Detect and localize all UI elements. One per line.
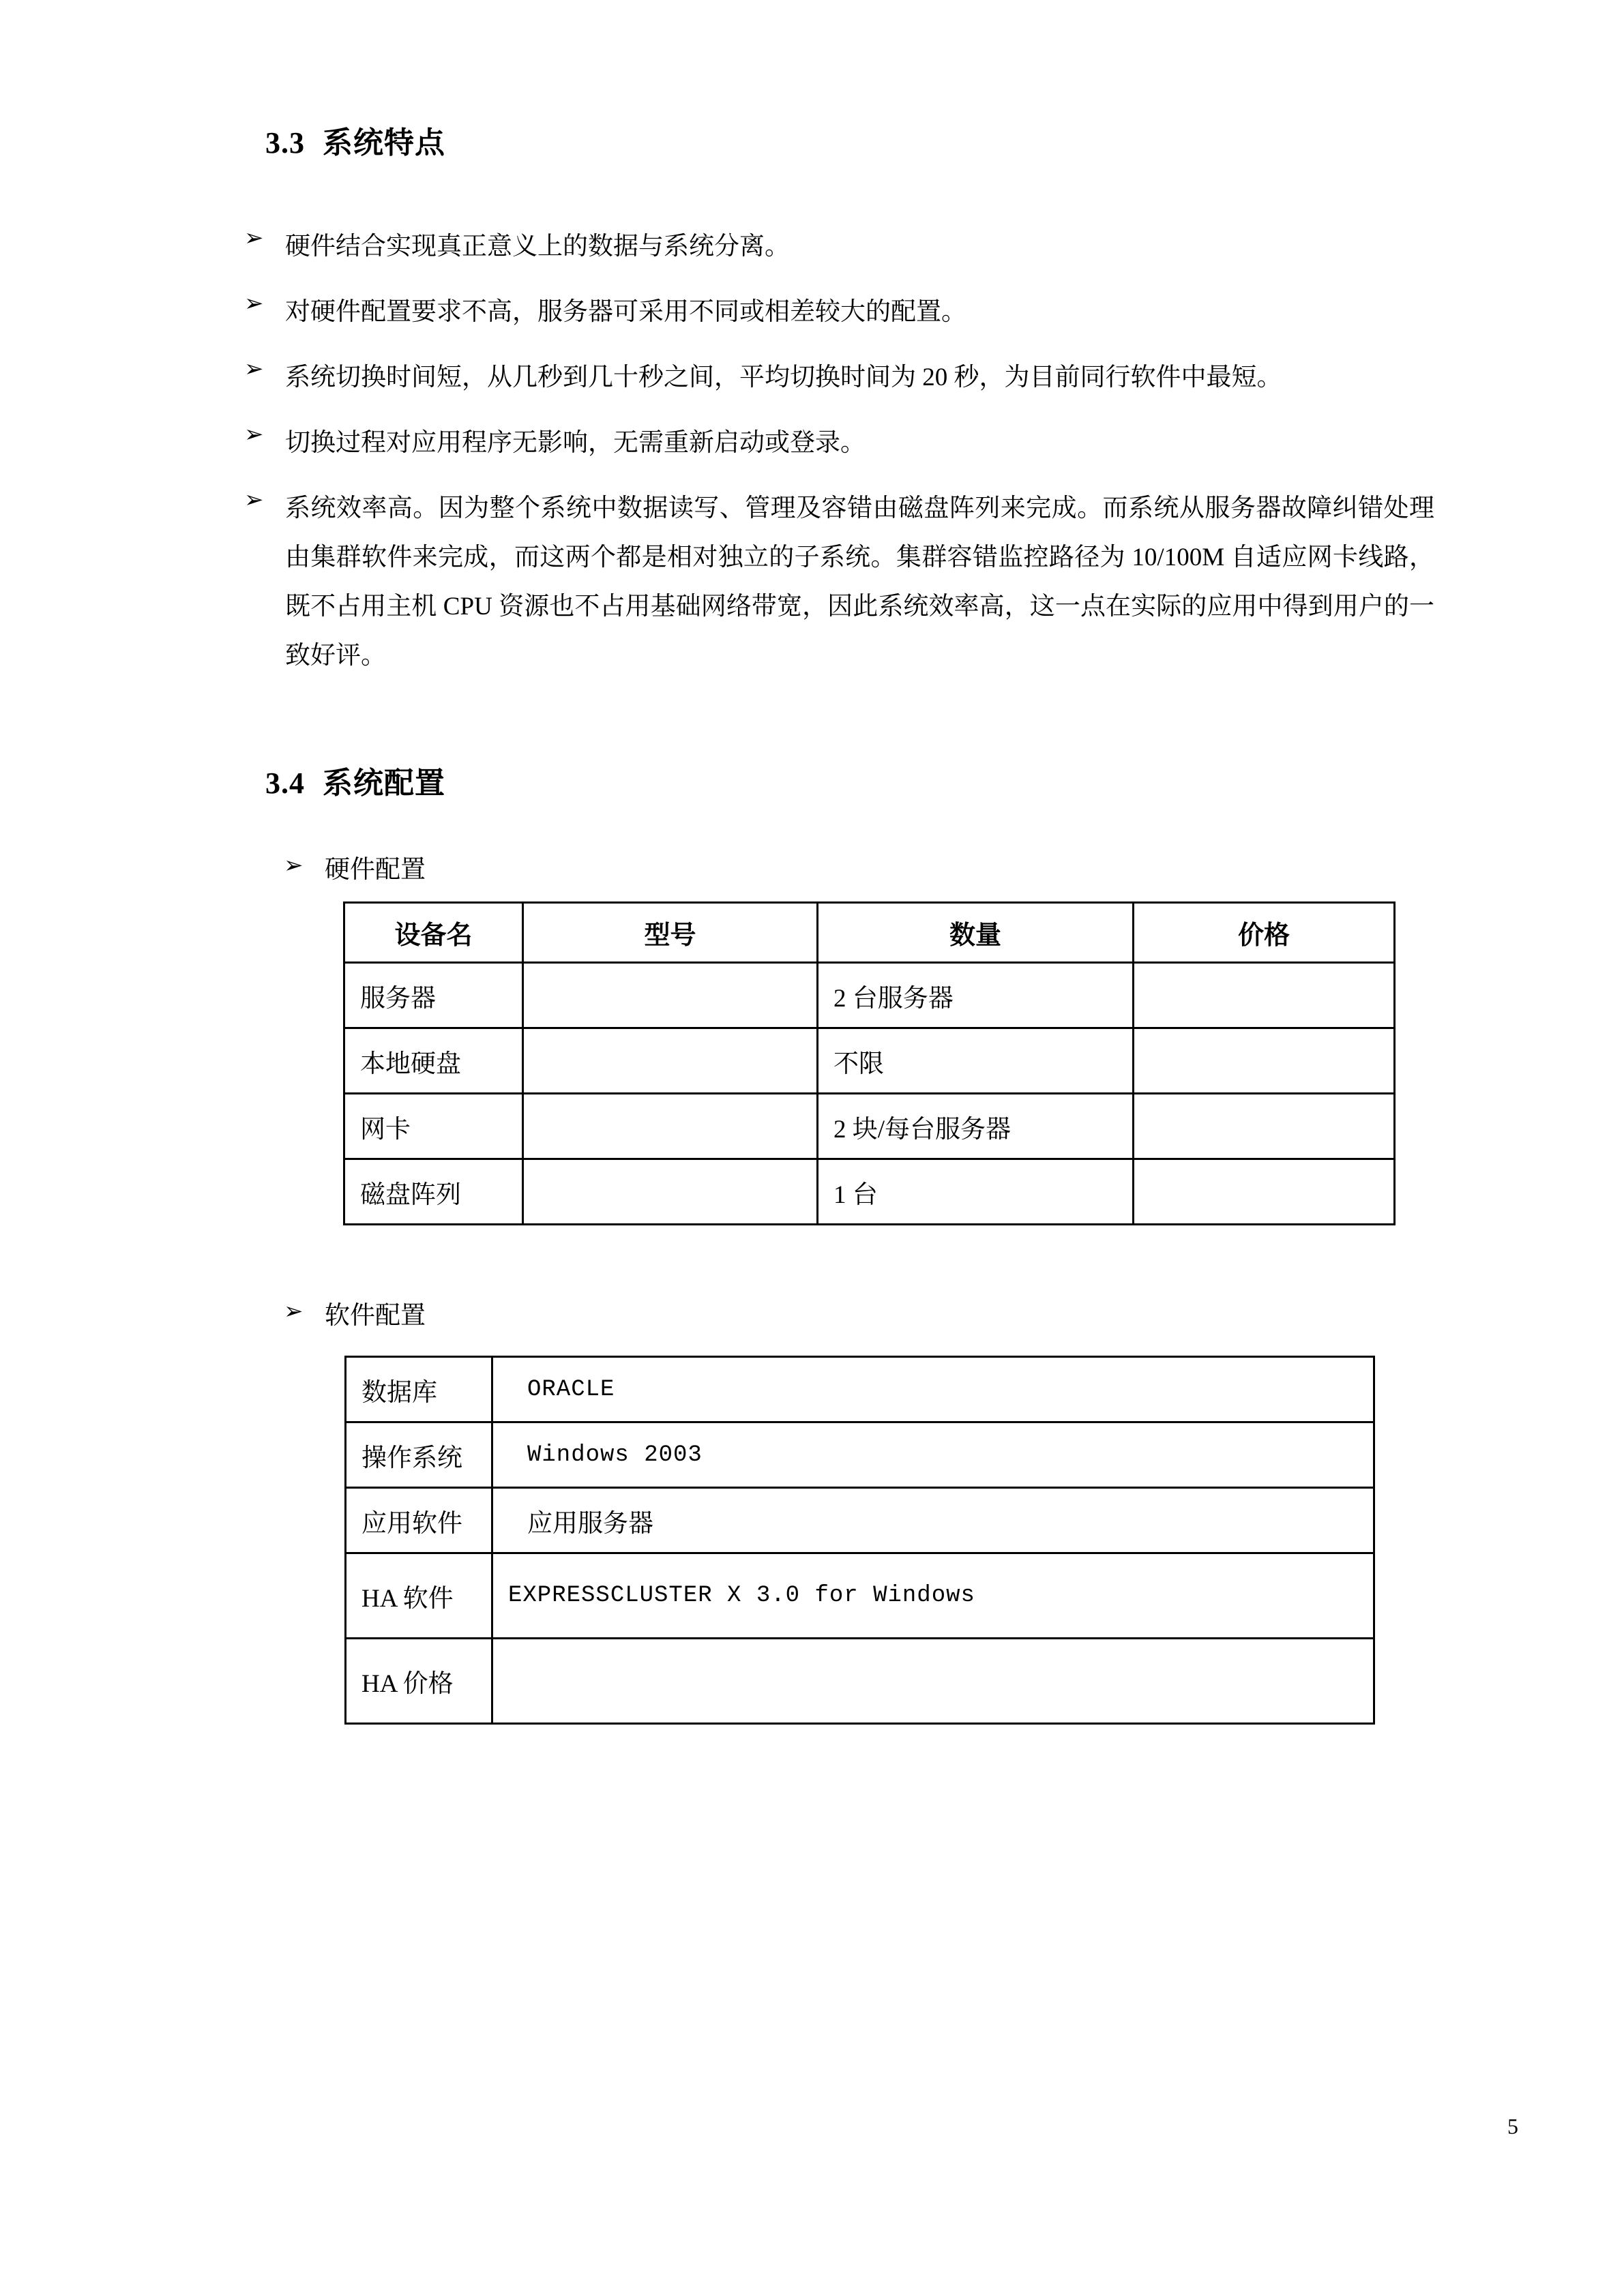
arrow-bullet-icon: ➢ — [244, 486, 264, 513]
list-item — [244, 484, 1434, 681]
table-row — [346, 1639, 1374, 1724]
cell-key-ha-software: HA 软件 — [346, 1553, 492, 1639]
column-header-device: 设备名 — [344, 903, 523, 963]
table-row — [344, 1094, 1395, 1159]
cell-value-ha-software: EXPRESSCLUSTER X 3.0 for Windows — [492, 1553, 1374, 1639]
cell-device: 网卡 — [344, 1094, 523, 1159]
arrow-bullet-icon: ➢ — [244, 421, 264, 448]
column-header-model: 型号 — [523, 903, 818, 963]
column-header-price: 价格 — [1134, 903, 1395, 963]
software-config-label: 软件配置 — [325, 1302, 426, 1330]
software-config-table — [344, 1356, 1375, 1725]
table-row — [344, 1028, 1395, 1094]
page-number: 5 — [1507, 2114, 1518, 2138]
table-row — [344, 963, 1395, 1028]
cell-model — [523, 1094, 818, 1159]
cell-device: 磁盘阵列 — [344, 1159, 523, 1225]
list-item-text: 系统效率高。因为整个系统中数据读写、管理及容错由磁盘阵列来完成。而系统从服务器故障纠错处理由集群软件来完成，而这两个都是相对独立的子系统。集群容错监控路径为 10/100M 自适应网卡线路，既不占用主机 CPU 资源也不占用基础网络带宽，因此系统效率高，这一点在实际的应用中得到用户的一致好评。 — [285, 494, 1434, 670]
cell-device: 本地硬盘 — [344, 1028, 523, 1094]
arrow-bullet-icon: ➢ — [244, 355, 264, 383]
cell-quantity: 2 台服务器 — [818, 963, 1134, 1028]
cell-value-os: Windows 2003 — [492, 1422, 1374, 1488]
list-item-text: 硬件结合实现真正意义上的数据与系统分离。 — [285, 233, 790, 260]
hardware-config-table — [343, 901, 1396, 1225]
section-number: 3.3 — [265, 126, 305, 160]
cell-key-app: 应用软件 — [346, 1488, 492, 1553]
list-item-text: 切换过程对应用程序无影响，无需重新启动或登录。 — [285, 429, 866, 457]
cell-quantity: 不限 — [818, 1028, 1134, 1094]
section-title: 系统特点 — [323, 126, 445, 160]
cell-key-database: 数据库 — [346, 1357, 492, 1422]
section-number: 3.4 — [265, 766, 305, 800]
hardware-config-label: 硬件配置 — [325, 856, 426, 884]
list-item-text: 对硬件配置要求不高，服务器可采用不同或相差较大的配置。 — [285, 298, 966, 326]
section-title: 系统配置 — [323, 766, 445, 800]
arrow-bullet-icon: ➢ — [284, 1298, 304, 1325]
table-row — [346, 1357, 1374, 1422]
cell-value-database: ORACLE — [492, 1357, 1374, 1422]
cell-key-os: 操作系统 — [346, 1422, 492, 1488]
list-item-text: 系统切换时间短，从几秒到几十秒之间，平均切换时间为 20 秒，为目前同行软件中最短。 — [285, 363, 1282, 391]
cell-quantity: 1 台 — [818, 1159, 1134, 1225]
section-heading-3-4 — [265, 758, 445, 802]
list-item — [244, 419, 1431, 468]
table-row — [346, 1488, 1374, 1553]
cell-model — [523, 1159, 818, 1225]
list-item — [244, 288, 1431, 337]
column-header-quantity: 数量 — [818, 903, 1134, 963]
cell-key-ha-price: HA 价格 — [346, 1639, 492, 1724]
cell-quantity: 2 块/每台服务器 — [818, 1094, 1134, 1159]
cell-model — [523, 963, 818, 1028]
cell-price — [1134, 1159, 1395, 1225]
arrow-bullet-icon: ➢ — [284, 852, 304, 879]
table-row — [344, 1159, 1395, 1225]
cell-model — [523, 1028, 818, 1094]
table-row — [346, 1422, 1374, 1488]
cell-value-app: 应用服务器 — [492, 1488, 1374, 1553]
cell-price — [1134, 963, 1395, 1028]
list-item — [244, 353, 1445, 402]
cell-device: 服务器 — [344, 963, 523, 1028]
arrow-bullet-icon: ➢ — [244, 224, 264, 252]
cell-price — [1134, 1094, 1395, 1159]
table-row — [346, 1553, 1374, 1639]
cell-value-ha-price — [492, 1639, 1374, 1724]
table-header-row — [344, 903, 1395, 963]
software-config-label-row — [284, 1296, 898, 1337]
hardware-config-label-row — [284, 850, 898, 891]
list-item — [244, 222, 1431, 271]
arrow-bullet-icon: ➢ — [244, 290, 264, 317]
cell-price — [1134, 1028, 1395, 1094]
section-heading-3-3 — [265, 118, 445, 162]
